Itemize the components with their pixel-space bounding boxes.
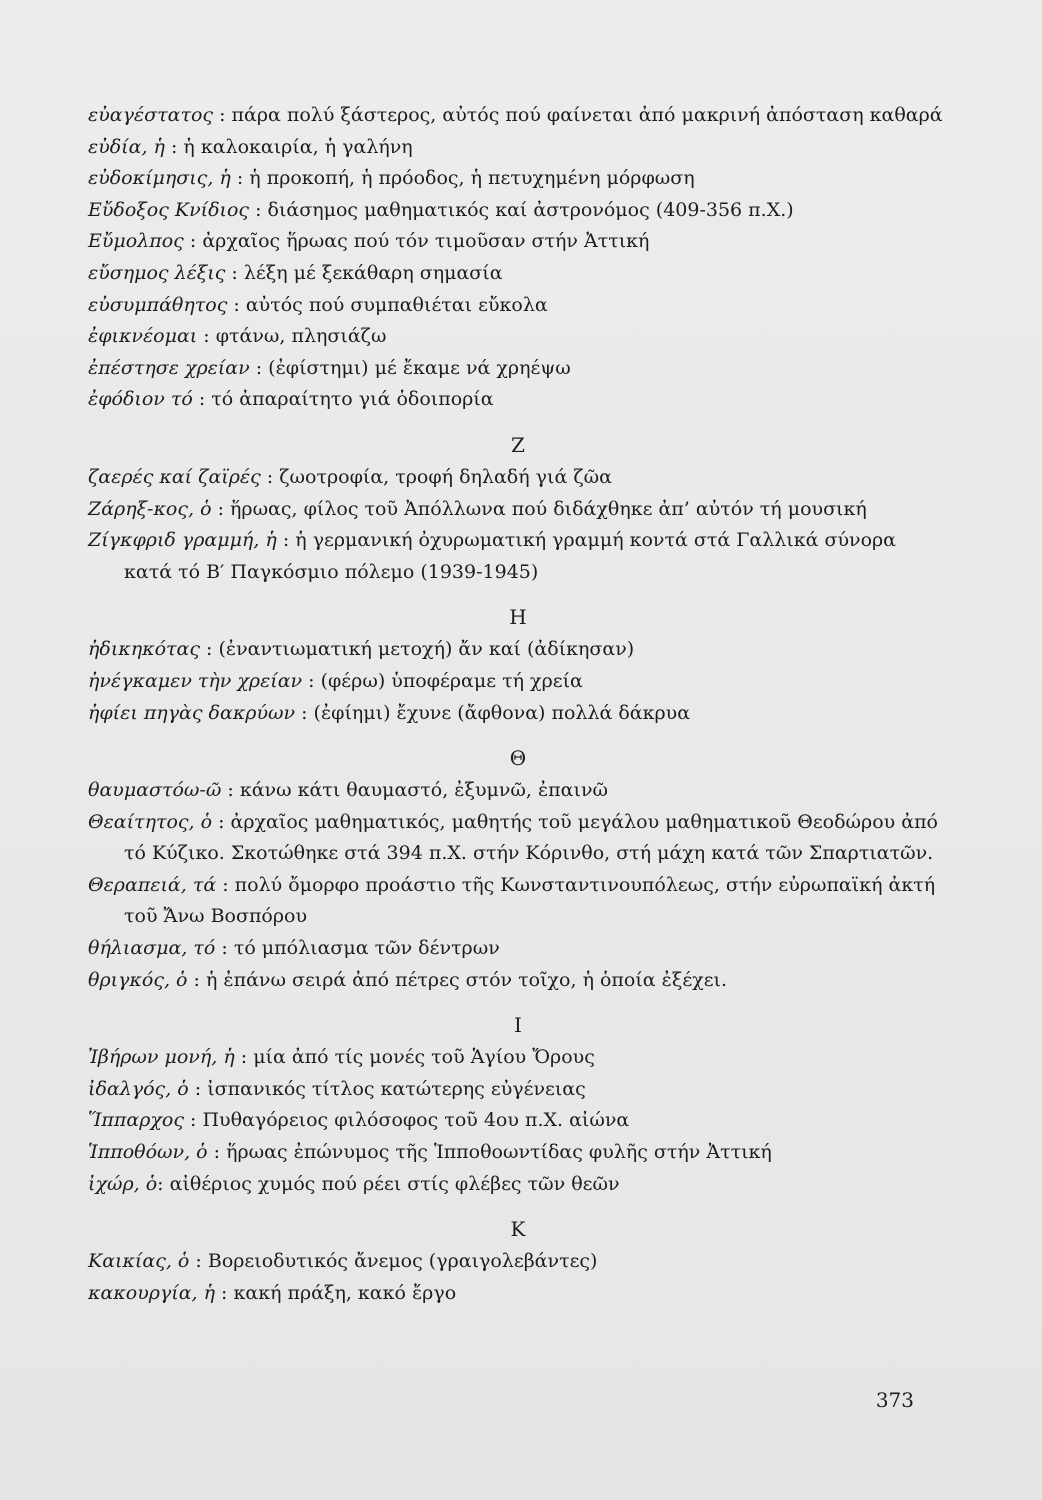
- entry-definition: τό ἀπαραίτητο γιά ὁδοιπορία: [211, 388, 494, 411]
- entry-term: ἐφικνέομαι: [88, 325, 198, 348]
- glossary-entry: [88, 933, 948, 965]
- glossary-entry: [88, 807, 948, 870]
- entry-separator: :: [276, 529, 296, 552]
- entry-definition: (ἐναντιωματική μετοχή) ἄν καί (ἀδίκησαν): [218, 638, 635, 661]
- entry-separator: :: [260, 465, 280, 488]
- glossary-entry: [88, 525, 948, 588]
- entry-term: θριγκός, ὁ: [88, 968, 188, 991]
- entry-definition: ἀρχαῖος ἥρωας πού τόν τιμοῦσαν στήν Ἀττική: [202, 230, 650, 253]
- glossary-entry: [88, 258, 948, 290]
- entry-term: Ζίγκφριδ γραμμή, ἡ: [88, 529, 277, 552]
- entry-term: εὐδία, ἡ: [88, 135, 165, 158]
- glossary-entry: [88, 290, 948, 322]
- entry-separator: :: [216, 873, 235, 896]
- glossary-entry: [88, 353, 948, 385]
- entry-separator: :: [200, 638, 219, 661]
- section-letter: Η: [509, 605, 527, 630]
- entry-separator: :: [192, 388, 212, 411]
- entry-separator: :: [189, 1250, 208, 1273]
- entry-separator: :: [212, 810, 231, 833]
- glossary-entry: [88, 1278, 948, 1310]
- entry-separator: :: [164, 135, 184, 158]
- entry-term: θήλιασμα, τό: [88, 937, 216, 960]
- entry-term: εὐαγέστατος: [88, 104, 214, 126]
- entry-separator: :: [197, 325, 216, 348]
- entry-definition: (ἐφίστημι) μέ ἔκαμε νά χρηέψω: [268, 356, 571, 379]
- entry-definition: τό μπόλιασμα τῶν δέντρων: [233, 937, 500, 960]
- entry-definition: αἰθέριος χυμός πού ρέει στίς φλέβες τῶν θεῶν: [169, 1172, 620, 1195]
- entry-term: ἠνέγκαμεν τὴν χρείαν: [88, 669, 303, 692]
- entry-separator: :: [207, 1141, 227, 1164]
- entry-separator: :: [213, 104, 232, 126]
- entry-term: Θεαίτητος, ὁ: [88, 810, 213, 833]
- entry-definition: ἡ ἐπάνω σειρά ἀπό πέτρες στόν τοῖχο, ἡ ὁποία ἐξέχει.: [205, 968, 728, 991]
- entry-definition: μία ἀπό τίς μονές τοῦ Ἁγίου Ὄρους: [253, 1046, 595, 1069]
- glossary-entry: [88, 775, 948, 807]
- entry-separator: :: [249, 198, 268, 221]
- entry-term: Ἱπποθόων, ὁ: [88, 1141, 208, 1164]
- entry-term: ἠφίει πηγὰς δακρύων: [88, 701, 296, 724]
- glossary-entry: [88, 1137, 948, 1169]
- glossary-entry: [88, 226, 948, 258]
- entry-definition: (ἐφίημι) ἔχυνε (ἄφθονα) πολλά δάκρυα: [313, 701, 691, 724]
- section-letter: Θ: [509, 746, 527, 771]
- glossary-entry: [88, 494, 948, 526]
- entry-separator: :: [211, 497, 231, 520]
- entry-separator: :: [249, 356, 269, 379]
- section-letter: Ι: [514, 1013, 522, 1038]
- entry-term: εὔσημος λέξις: [88, 261, 226, 284]
- glossary-body: [88, 100, 948, 1309]
- entry-definition: διάσημος μαθηματικός καί ἀστρονόμος (409-356 π.Χ.): [267, 198, 794, 221]
- entry-separator: :: [230, 167, 250, 190]
- entry-term: ἐπέστησε χρείαν: [88, 356, 250, 379]
- entry-definition: κάνω κάτι θαυμαστό, ἐξυμνῶ, ἐπαινῶ: [239, 779, 608, 802]
- entry-definition: ἰσπανικός τίτλος κατώτερης εὐγένειας: [207, 1077, 586, 1100]
- glossary-entry: [88, 462, 948, 494]
- entry-term: κακουργία, ἡ: [88, 1281, 216, 1304]
- entry-separator: :: [234, 1046, 254, 1069]
- entry-separator: :: [183, 230, 203, 253]
- page-number: 373: [875, 1388, 914, 1412]
- glossary-entry: [88, 870, 948, 933]
- entry-separator: :: [215, 1281, 234, 1304]
- entry-definition: ἡ γερμανική ὀχυρωματική γραμμή κοντά στά Γαλλικά σύνορα κατά τό Β′ Παγκόσμιο πόλεμο (1939-1945): [124, 529, 897, 583]
- glossary-entry: [88, 965, 948, 997]
- entry-separator: :: [183, 1109, 203, 1132]
- entry-separator: :: [227, 293, 246, 316]
- glossary-entry: [88, 132, 948, 164]
- entry-term: Καικίας, ὁ: [88, 1250, 190, 1273]
- entry-separator: :: [221, 779, 240, 802]
- entry-term: Εὔδοξος Κνίδιος: [88, 198, 250, 221]
- section-letter: Κ: [510, 1217, 526, 1242]
- entry-term: ἰδαλγός, ὁ: [88, 1077, 189, 1100]
- entry-definition: κακή πράξη, κακό ἔργο: [233, 1281, 457, 1304]
- entry-definition: φτάνω, πλησιάζω: [215, 325, 387, 348]
- section-letter: Ζ: [511, 432, 525, 457]
- entry-separator: :: [187, 968, 206, 991]
- glossary-entry: [88, 100, 948, 132]
- entry-separator: :: [188, 1077, 208, 1100]
- entry-term: Ζάρηξ-κος, ὁ: [88, 497, 212, 520]
- glossary-entry: [88, 321, 948, 353]
- entry-definition: (φέρω) ὑποφέραμε τή χρεία: [320, 669, 583, 692]
- entry-definition: Πυθαγόρειος φιλόσοφος τοῦ 4ου π.Χ. αἰώνα: [202, 1109, 630, 1132]
- entry-definition: ἡ προκοπή, ἡ πρόοδος, ἡ πετυχημένη μόρφωση: [249, 167, 695, 190]
- entry-definition: ἡ καλοκαιρία, ἡ γαλήνη: [183, 135, 413, 158]
- entry-definition: ἥρωας, φίλος τοῦ Ἀπόλλωνα πού διδάχθηκε ἀπ’ αὐτόν τή μουσική: [230, 497, 867, 520]
- glossary-entry: [88, 634, 948, 666]
- glossary-entry: [88, 1042, 948, 1074]
- entry-term: ἠδικηκότας: [88, 638, 200, 661]
- entry-definition: πάρα πολύ ξάστερος, αὐτός πού φαίνεται ἀπό μακρινή ἀπόσταση καθαρά: [231, 104, 943, 126]
- entry-term: ἐφόδιον τό: [88, 388, 193, 411]
- entry-definition: ζωοτροφία, τροφή δηλαδή γιά ζῶα: [279, 465, 612, 488]
- entry-separator: :: [225, 261, 244, 284]
- entry-definition: πολύ ὄμορφο προάστιο τῆς Κωνσταντινουπόλεως, στήν εὐρωπαϊκή ἀκτή τοῦ Ἄνω Βοσπόρου: [124, 873, 936, 928]
- entry-definition: Βορειοδυτικός ἄνεμος (γραιγολεβάντες): [207, 1250, 598, 1273]
- entry-term: ζαερές καί ζαϊρές: [88, 465, 261, 488]
- entry-term: Θεραπειά, τά: [88, 873, 217, 896]
- entry-term: ἰχώρ, ὁ: [88, 1172, 158, 1195]
- entry-term: θαυμαστόω-ῶ: [88, 779, 222, 802]
- glossary-entry: [88, 163, 948, 195]
- entry-term: Εὔμολπος: [88, 230, 184, 253]
- glossary-entry: [88, 195, 948, 227]
- entry-term: εὐσυμπάθητος: [88, 293, 228, 316]
- entry-separator: :: [295, 701, 314, 724]
- entry-term: Ἵππαρχος: [88, 1109, 184, 1132]
- glossary-entry: [88, 384, 948, 416]
- entry-term: Ἰβήρων μονή, ἡ: [88, 1046, 235, 1069]
- entry-separator: :: [157, 1172, 170, 1195]
- entry-definition: ἀρχαῖος μαθηματικός, μαθητής τοῦ μεγάλου μαθηματικοῦ Θεοδώρου ἀπό τό Κύζικο. Σκοτώθηκε στά 394 π.Χ. στήν Κόρινθο, στή μάχη κατά τῶν Σπαρτιατῶν.: [124, 810, 938, 865]
- entry-separator: :: [302, 669, 321, 692]
- glossary-entry: [88, 1074, 948, 1106]
- entry-definition: λέξη μέ ξεκάθαρη σημασία: [243, 261, 503, 284]
- entry-separator: :: [215, 937, 234, 960]
- glossary-entry: [88, 698, 948, 730]
- glossary-entry: [88, 1105, 948, 1137]
- glossary-entry: [88, 666, 948, 698]
- entry-definition: αὐτός πού συμπαθιέται εὔκολα: [245, 293, 548, 316]
- glossary-entry: [88, 1169, 948, 1201]
- glossary-entry: [88, 1246, 948, 1278]
- entry-definition: ἥρωας ἐπώνυμος τῆς Ἱπποθοωντίδας φυλῆς στήν Ἀττική: [226, 1141, 772, 1164]
- entry-term: εὐδοκίμησις, ἡ: [88, 167, 231, 190]
